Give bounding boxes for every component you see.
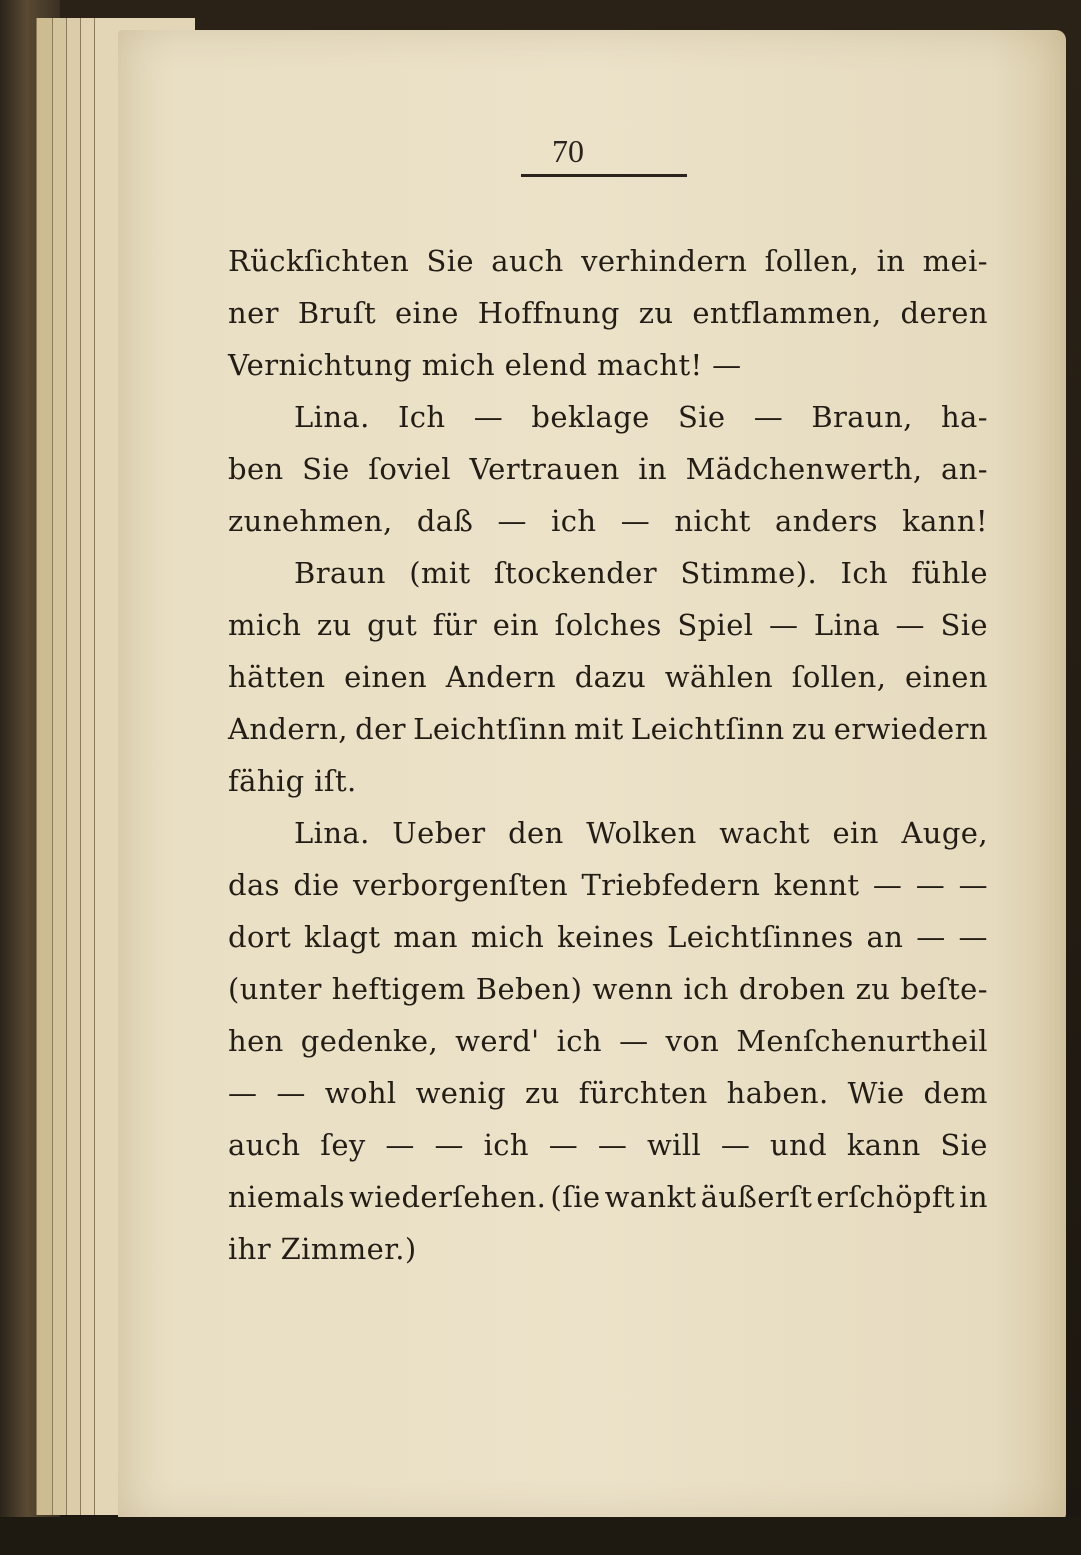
text-line: Lina. Ueber den Wolken wacht ein Auge,	[294, 816, 988, 850]
text-line: Rückſichten Sie auch verhindern ſollen, in mei-	[228, 244, 988, 278]
text-line: hen gedenke, werd' ich — von Menſchenurtheil	[228, 1024, 988, 1058]
text-line: — — wohl wenig zu fürchten haben. Wie dem	[228, 1076, 988, 1110]
text-line: hätten einen Andern dazu wählen ſollen, einen	[228, 660, 988, 694]
header-rule	[521, 174, 687, 177]
text-line: das die verborgenſten Triebfedern kennt — — —	[228, 868, 988, 902]
text-line: (unter heftigem Beben) wenn ich droben zu beſte-	[228, 972, 988, 1006]
scan-background	[0, 1517, 1081, 1555]
text-line: niemals wiederſehen. (ſie wankt äußerſt erſchöpft in	[228, 1180, 988, 1214]
text-line: ben Sie ſoviel Vertrauen in Mädchenwerth, an-	[228, 452, 988, 486]
text-line: Lina. Ich — beklage Sie — Braun, ha-	[294, 400, 988, 434]
text-line: Braun (mit ſtockender Stimme). Ich fühle	[294, 556, 988, 590]
page-number	[118, 133, 1066, 170]
text-line: mich zu gut für ein ſolches Spiel — Lina — Sie	[228, 608, 988, 642]
text-line: Andern, der Leichtſinn mit Leichtſinn zu erwiedern	[228, 712, 988, 746]
text-line: zunehmen, daß — ich — nicht anders kann!	[228, 504, 988, 538]
text-line: fähig iſt.	[228, 764, 357, 798]
text-line: auch ſey — — ich — — will — und kann Sie	[228, 1128, 988, 1162]
text-line: dort klagt man mich keines Leichtſinnes an — —	[228, 920, 988, 954]
book-page	[118, 30, 1066, 1520]
text-line: Vernichtung mich elend macht! —	[228, 348, 742, 382]
text-line: ihr Zimmer.)	[228, 1232, 417, 1266]
text-line: ner Bruſt eine Hoffnung zu entflammen, deren	[228, 296, 988, 330]
body-text	[228, 235, 988, 1275]
page-number-text: 70	[552, 133, 584, 169]
